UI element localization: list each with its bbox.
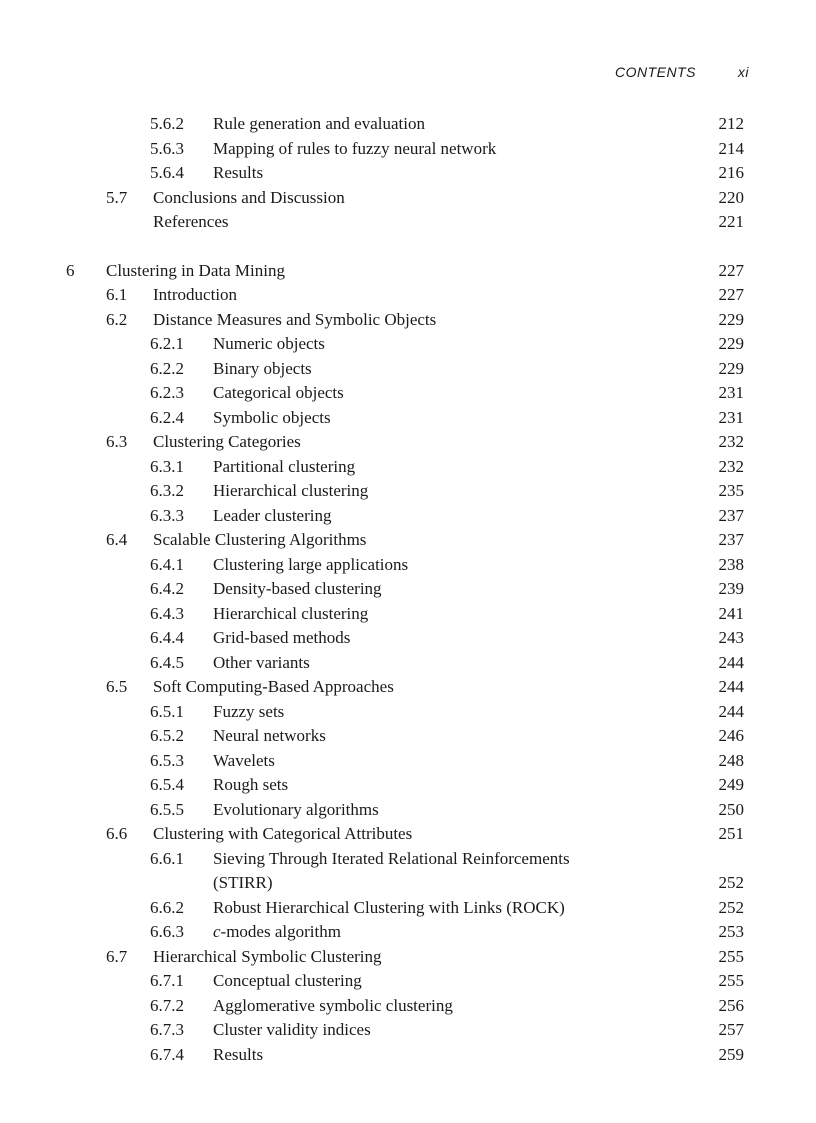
toc-entry-title: Hierarchical Symbolic Clustering: [153, 946, 382, 966]
toc-entry-page: 252: [718, 897, 744, 917]
toc-entry-title: References: [153, 212, 229, 231]
toc-subsection-entry[interactable]: [0, 455, 816, 480]
toc-subsection-entry[interactable]: [0, 994, 816, 1019]
toc-section-entry[interactable]: [0, 675, 816, 700]
toc-entry-page: 244: [718, 652, 744, 672]
toc-entry-number: 6.2.3: [150, 383, 184, 402]
toc-entry-title: Clustering with Categorical Attributes: [153, 824, 413, 843]
toc-entry-page: 249: [718, 775, 744, 794]
toc-entry-title: Clustering in Data Mining: [106, 260, 285, 280]
toc-entry-title: c-modes algorithm: [213, 922, 341, 941]
toc-section-entry[interactable]: [0, 186, 816, 211]
toc-entry-page: 248: [718, 750, 744, 770]
toc-subsection-entry[interactable]: [0, 724, 816, 749]
toc-entry-page: 216: [718, 163, 744, 182]
toc-entry-title: Introduction: [153, 285, 238, 304]
toc-entry-page: 243: [718, 628, 744, 647]
toc-entry-page: 257: [718, 1020, 744, 1039]
running-header-title: CONTENTS: [615, 64, 696, 80]
toc-subsection-entry[interactable]: [0, 406, 816, 431]
toc-subsection-entry[interactable]: [0, 577, 816, 602]
toc-entry-page: 238: [718, 554, 744, 574]
toc-entry-title: Evolutionary algorithms: [213, 799, 379, 819]
toc-entry-page: 250: [718, 799, 744, 819]
toc-entry-page: 220: [718, 187, 744, 207]
toc-entry-title: Numeric objects: [213, 334, 325, 353]
toc-entry-title: Results: [213, 1044, 264, 1064]
toc-subsection-entry[interactable]: [0, 357, 816, 382]
toc-entry-page: 256: [718, 995, 744, 1015]
chapter-spacer: [0, 235, 816, 259]
toc-subsection-entry[interactable]: [0, 920, 816, 945]
toc-subsection-entry[interactable]: [0, 504, 816, 529]
toc-entry-number: 6.6: [106, 824, 128, 843]
toc-entry-title: Conclusions and Discussion: [153, 187, 345, 207]
toc-entry-page: 221: [718, 212, 744, 231]
toc-entry-page: 244: [718, 701, 744, 721]
toc-references-entry[interactable]: [0, 210, 816, 235]
toc-entry-page: 252: [718, 873, 744, 892]
toc-subsection-entry[interactable]: [0, 479, 816, 504]
toc-subsection-entry[interactable]: [0, 381, 816, 406]
toc-subsection-entry[interactable]: [0, 749, 816, 774]
toc-entry-page: 212: [718, 114, 744, 133]
toc-entry-number: 6.6.3: [150, 922, 184, 941]
toc-entry-number: 6.3: [106, 432, 128, 451]
toc-entry-title: Robust Hierarchical Clustering with Links (ROCK): [213, 897, 565, 917]
toc-entry-title: Cluster validity indices: [213, 1020, 371, 1039]
toc-entry-number: 6.4.2: [150, 579, 184, 598]
toc-entry-page: 231: [718, 407, 744, 427]
toc-entry-number: 6.3.3: [150, 505, 184, 525]
toc-entry-title: Scalable Clustering Algorithms: [153, 530, 367, 549]
toc-entry-number: 6.5.3: [150, 750, 184, 770]
toc-entry-title: Conceptual clustering: [213, 971, 362, 990]
toc-subsection-entry[interactable]: [0, 1043, 816, 1068]
toc-entry-number: 6.2.4: [150, 407, 184, 427]
toc-subsection-entry[interactable]: [0, 651, 816, 676]
toc-entry-page: 241: [718, 603, 744, 623]
toc-entry-title: Categorical objects: [213, 383, 344, 402]
toc-entry-page: 237: [718, 530, 744, 549]
toc-entry-number: 6.1: [106, 285, 128, 304]
toc-entry-title: Rule generation and evaluation: [213, 114, 425, 133]
toc-subsection-entry[interactable]: [0, 112, 816, 137]
toc-subsection-entry[interactable]: [0, 896, 816, 921]
toc-entry-title: Soft Computing-Based Approaches: [153, 677, 394, 696]
toc-entry-title: Agglomerative symbolic clustering: [213, 995, 453, 1015]
toc-entry-page: 227: [718, 285, 744, 304]
toc-entry-title: Leader clustering: [213, 505, 332, 525]
toc-entry-number: 6.5: [106, 677, 128, 696]
toc-chapter-entry[interactable]: [0, 259, 816, 284]
toc-entry-number: 6.5.4: [150, 775, 184, 794]
toc-entry-title: Clustering large applications: [213, 554, 409, 574]
toc-entry-number: 6.6.1: [150, 848, 184, 868]
toc-entry-page: 237: [718, 505, 744, 525]
toc-entry-title: Wavelets: [213, 750, 275, 770]
toc-entry-number: 6.4: [106, 530, 128, 549]
toc-entry-page: 231: [718, 383, 744, 402]
toc-entry-number: 5.7: [106, 187, 128, 207]
toc-subsection-entry[interactable]: [0, 137, 816, 162]
toc-entry-number: 5.6.4: [150, 163, 184, 182]
toc-entry-number: 6.2.1: [150, 334, 184, 353]
toc-subsection-entry[interactable]: [0, 969, 816, 994]
toc-entry-number: 6.3.1: [150, 456, 184, 476]
toc-entry-number: 5.6.3: [150, 138, 184, 158]
toc-entry-title: Hierarchical clustering: [213, 481, 369, 500]
toc-entry-page: 244: [718, 677, 744, 696]
running-header: [0, 64, 816, 84]
toc-entry-title: (STIRR): [213, 873, 273, 892]
toc-subsection-entry[interactable]: [0, 332, 816, 357]
toc-entry-title: Clustering Categories: [153, 432, 301, 451]
toc-entry-number: 6.2: [106, 309, 128, 329]
page-number: xi: [737, 64, 749, 80]
toc-entry-page: 232: [718, 432, 744, 451]
toc-entry-title: Mapping of rules to fuzzy neural network: [213, 138, 497, 158]
toc-subsection-entry[interactable]: [0, 700, 816, 725]
toc-entry-page: 229: [718, 358, 744, 378]
toc-entry-number: 6.5.1: [150, 701, 184, 721]
toc-entry-page: 253: [718, 922, 744, 941]
toc-entry-page: 255: [718, 971, 744, 990]
toc-entry-title: Sieving Through Iterated Relational Reinforcements: [213, 848, 570, 868]
toc-section-entry[interactable]: [0, 430, 816, 455]
toc-entry-title: Fuzzy sets: [213, 701, 285, 721]
toc-entry-title: Hierarchical clustering: [213, 603, 369, 623]
toc-subsection-entry[interactable]: [0, 1018, 816, 1043]
toc-entry-number: 6.4.3: [150, 603, 184, 623]
toc-entry-number: 6.7.2: [150, 995, 184, 1015]
toc-entry-number: 6.6.2: [150, 897, 184, 917]
toc-entry-number: 6.3.2: [150, 481, 184, 500]
toc-subsection-entry[interactable]: [0, 626, 816, 651]
toc-subsection-entry[interactable]: [0, 798, 816, 823]
toc-section-entry[interactable]: [0, 822, 816, 847]
toc-entry-title: Distance Measures and Symbolic Objects: [153, 309, 437, 329]
toc-entry-page: 246: [718, 726, 744, 745]
toc-entry-number: 6.5.5: [150, 799, 184, 819]
toc-entry-page: 229: [718, 334, 744, 353]
toc-entry-page: 251: [718, 824, 744, 843]
toc-entry-page: 232: [718, 456, 744, 476]
toc-entry-number: 6.2.2: [150, 358, 184, 378]
toc-entry-page: 255: [718, 946, 744, 966]
toc-entry-number: 6: [66, 260, 75, 280]
toc-entry-title: Density-based clustering: [213, 579, 382, 598]
toc-entry-page: 239: [718, 579, 744, 598]
toc-entry-title: Rough sets: [213, 775, 289, 794]
toc-entry-number: 6.5.2: [150, 726, 184, 745]
table-of-contents: [0, 112, 816, 1067]
toc-subsection-entry[interactable]: [0, 773, 816, 798]
toc-entry-title: Other variants: [213, 652, 310, 672]
toc-entry-title: Binary objects: [213, 358, 312, 378]
toc-entry-number: 6.7.1: [150, 971, 184, 990]
toc-entry-number: 6.4.1: [150, 554, 184, 574]
toc-entry-title: Symbolic objects: [213, 407, 331, 427]
toc-subsection-entry[interactable]: [0, 161, 816, 186]
toc-entry-continuation[interactable]: [0, 871, 816, 896]
toc-entry-title: Grid-based methods: [213, 628, 351, 647]
toc-entry-page: 235: [718, 481, 744, 500]
toc-entry-number: 6.7.3: [150, 1020, 184, 1039]
toc-entry-page: 227: [718, 260, 744, 280]
toc-entry-number: 6.7.4: [150, 1044, 184, 1064]
toc-entry-number: 6.7: [106, 946, 128, 966]
toc-subsection-entry[interactable]: [0, 602, 816, 627]
toc-section-entry[interactable]: [0, 308, 816, 333]
toc-entry-number: 5.6.2: [150, 114, 184, 133]
toc-entry-page: 214: [718, 138, 744, 158]
toc-entry-number: 6.4.5: [150, 652, 184, 672]
toc-section-entry[interactable]: [0, 283, 816, 308]
toc-entry-title: Neural networks: [213, 726, 326, 745]
toc-subsection-entry[interactable]: [0, 553, 816, 578]
toc-entry-title: Partitional clustering: [213, 456, 356, 476]
toc-entry-page: 259: [718, 1044, 744, 1064]
toc-section-entry[interactable]: [0, 528, 816, 553]
toc-entry-page: 229: [718, 309, 744, 329]
toc-subsection-entry[interactable]: [0, 847, 816, 872]
toc-entry-number: 6.4.4: [150, 628, 184, 647]
toc-section-entry[interactable]: [0, 945, 816, 970]
toc-entry-title: Results: [213, 163, 264, 182]
